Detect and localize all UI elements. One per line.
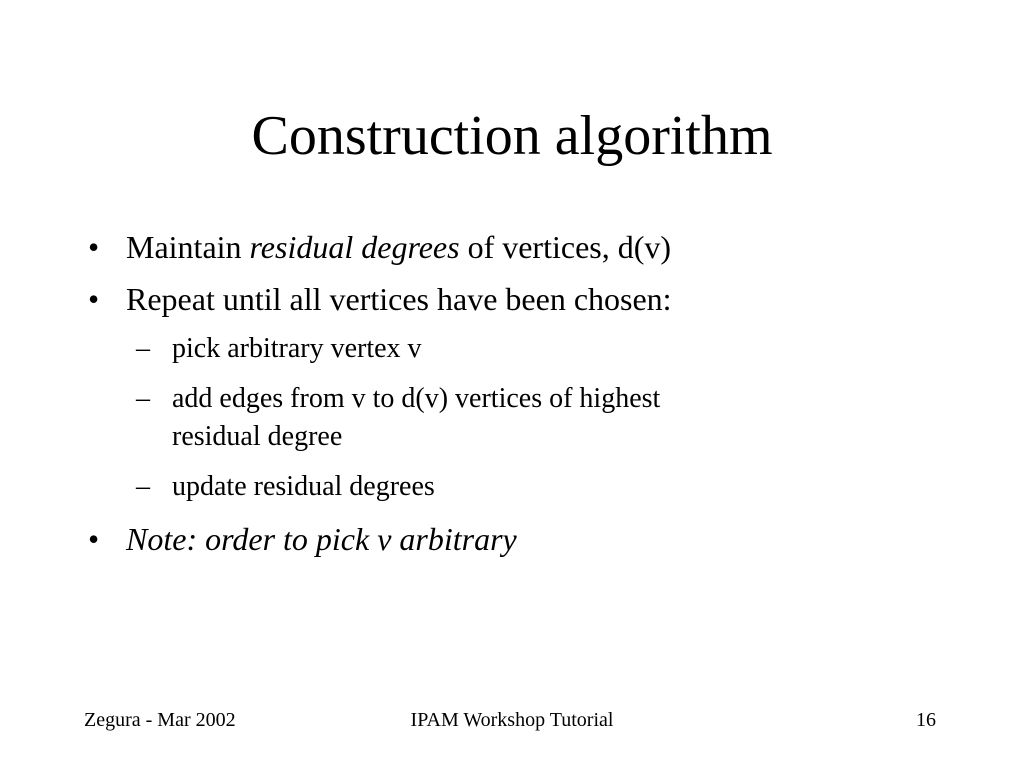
sub-bullet-marker: – <box>136 471 150 502</box>
bullet-marker: • <box>88 229 100 265</box>
footer-page-number: 16 <box>916 709 936 731</box>
sub-bullet-marker: – <box>136 333 150 364</box>
sub-bullet-add-edges <box>80 380 700 456</box>
sub-bullet-text: add edges from v to d(v) vertices of highest residual degree <box>172 383 661 452</box>
slide-title: Construction algorithm <box>251 105 773 167</box>
bullet-repeat <box>80 278 700 320</box>
footer-center: IPAM Workshop Tutorial <box>410 709 614 731</box>
sub-bullet-text: update residual degrees <box>172 471 435 502</box>
bullet-residual-degrees <box>80 226 700 268</box>
bullet-marker: • <box>88 521 100 557</box>
bullet-note-text: Note: order to pick v arbitrary <box>126 521 517 557</box>
bullet-marker: • <box>88 281 100 317</box>
sub-bullet-text: pick arbitrary vertex v <box>172 333 422 364</box>
bullet-text: Repeat until all vertices have been chosen: <box>126 281 672 317</box>
slide-body <box>80 226 700 570</box>
sub-bullet-pick-vertex <box>80 330 700 368</box>
bullet-text-italic: residual degrees <box>249 229 460 265</box>
bullet-text-post: of vertices, d(v) <box>459 229 672 265</box>
bullet-note <box>80 518 700 560</box>
sub-bullet-update-degrees <box>80 468 700 506</box>
sub-bullet-marker: – <box>136 383 150 414</box>
bullet-text-pre: Maintain <box>126 229 250 265</box>
footer-left: Zegura - Mar 2002 <box>84 709 236 731</box>
